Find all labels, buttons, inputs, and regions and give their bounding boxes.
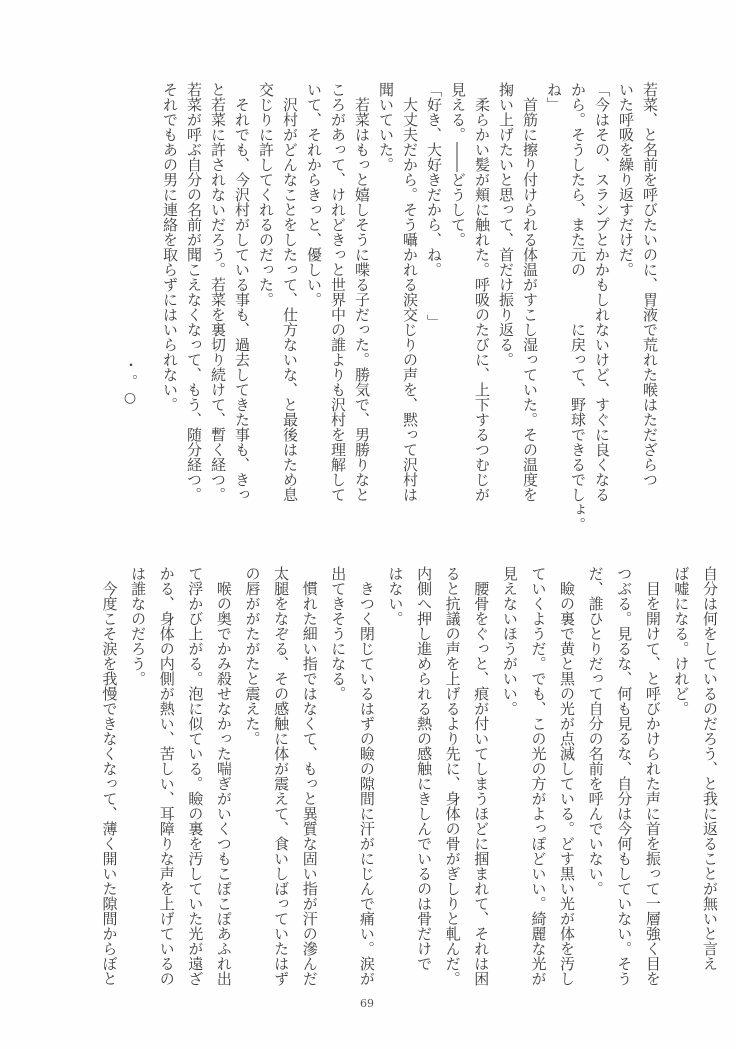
text-line: 腰骨をぐっと、痕が付いてしまうほどに掴まれて、それは困 bbox=[472, 566, 491, 986]
text-line: ころがあって、けれどきっと世界中の誰よりも沢村を理解して bbox=[329, 82, 347, 502]
text-line: と若菜に許されないだろう。若菜を裏切り続けて、暫く経つ。 bbox=[209, 82, 227, 502]
text-line: かる、身体の内側が熱い、苦しい、耳障りな声を上げているの bbox=[157, 566, 176, 986]
text-line: 交じりに許してくれるのだった。 bbox=[257, 82, 275, 307]
text-line: ば嘘になる。けれど。 bbox=[672, 566, 691, 716]
text-line: つぶる。見るな、何も見るな、自分は今何もしていない。そう bbox=[615, 566, 634, 986]
text-line: 喉の奥でかみ殺せなかった喘ぎがいくつもこぽこぽあふれ出 bbox=[214, 566, 233, 986]
text-line: 沢村がどんなことをしたって、仕方ないな、と最後はため息 bbox=[281, 82, 299, 502]
text-line: から。そうしたら、また元の に戻って、野球できるでしょ。 bbox=[569, 82, 587, 532]
text-line: 首筋に擦り付けられる体温がすこし湿っていた。その温度を bbox=[521, 82, 539, 502]
text-line: 掬い上げたいと思って、首だけ振り返る。 bbox=[497, 82, 515, 367]
text-line: 目を開けて、と呼びかけられた声に首を振って一層強く目を bbox=[643, 566, 662, 986]
text-line: 「好き、大好きだから、ね。 」 bbox=[425, 82, 443, 330]
text-line: 出てきそうになる。 bbox=[329, 566, 348, 701]
text-line: だ、誰ひとりだって自分の名前を呼んでいない。 bbox=[586, 566, 605, 896]
text-line: て浮かび上がる。泡に似ている。瞼の裏を汚していた光が遠ざ bbox=[186, 566, 205, 986]
text-line: それでも、今沢村がしている事も、過去してきた事も、きっ bbox=[233, 82, 251, 502]
text-block-top bbox=[158, 82, 662, 532]
text-line: 瞼の裏で黄と黒の光が点滅している。どす黒い光が体を汚し bbox=[558, 566, 577, 986]
section-break-mark: ・。○ bbox=[122, 358, 138, 408]
text-line: 柔らかい髪が頬に触れた。呼吸のたびに、上下するつむじが bbox=[473, 82, 491, 502]
text-line: 大丈夫だから。そう囁かれる涙交じりの声を、黙って沢村は bbox=[401, 82, 419, 502]
text-line: ね」 bbox=[545, 82, 563, 112]
text-line: 若菜が呼ぶ自分の名前が聞こえなくなって、もう、随分経つ。 bbox=[185, 82, 203, 502]
text-line: 若菜、と名前を呼びたいのに、胃液で荒れた喉はただざらつ bbox=[641, 82, 659, 487]
text-line: 見えないほうがいい。 bbox=[500, 566, 519, 716]
text-block-bottom bbox=[95, 566, 724, 996]
text-line: 慣れた細い指ではなくて、もっと異質な固い指が汗の滲んだ bbox=[300, 566, 319, 986]
text-line: 「今はその、スランプとかかもしれないけど、すぐに良くなる bbox=[593, 82, 611, 502]
text-line: は誰なのだろう。 bbox=[129, 566, 148, 686]
text-line: きつく閉じているはずの瞼の隙間に汗がにじんで痛い。涙が bbox=[357, 566, 376, 986]
text-line: 見える。――どうして。 bbox=[449, 82, 467, 247]
text-line: の唇ががたがたと震えた。 bbox=[243, 566, 262, 746]
text-line: 自分は何をしているのだろう、と我に返ることが無いと言え bbox=[701, 566, 719, 971]
text-line: 太腿をなぞる、その感触に体が震えて、食いしばっていたはず bbox=[272, 566, 291, 986]
text-line: 聞いていた。 bbox=[377, 82, 395, 172]
text-line: いた呼吸を繰り返すだけだ。 bbox=[617, 82, 635, 277]
text-line: ていくようだ。でも、この光の方がよっぽどいい。綺麗な光が bbox=[529, 566, 548, 986]
text-line: 内側へ押し進められる熱の感触にきしんでいるのは骨だけで bbox=[415, 566, 434, 971]
page-number: 69 bbox=[360, 997, 374, 1010]
text-line: 若菜はもっと嬉しそうに喋る子だった。勝気で、男勝りなと bbox=[353, 82, 371, 502]
text-line: はない。 bbox=[386, 566, 405, 626]
text-line: 今度こそ涙を我慢できなくなって、薄く開いた隙間からぼと bbox=[100, 566, 119, 986]
text-line: それでもあの男に連絡を取らずにはいられない。 bbox=[161, 82, 179, 412]
text-line: いて、それからきっと、優しい。 bbox=[305, 82, 323, 307]
text-line: ると抗議の声を上げるより先に、身体の骨がぎしりと軋んだ。 bbox=[443, 566, 462, 986]
